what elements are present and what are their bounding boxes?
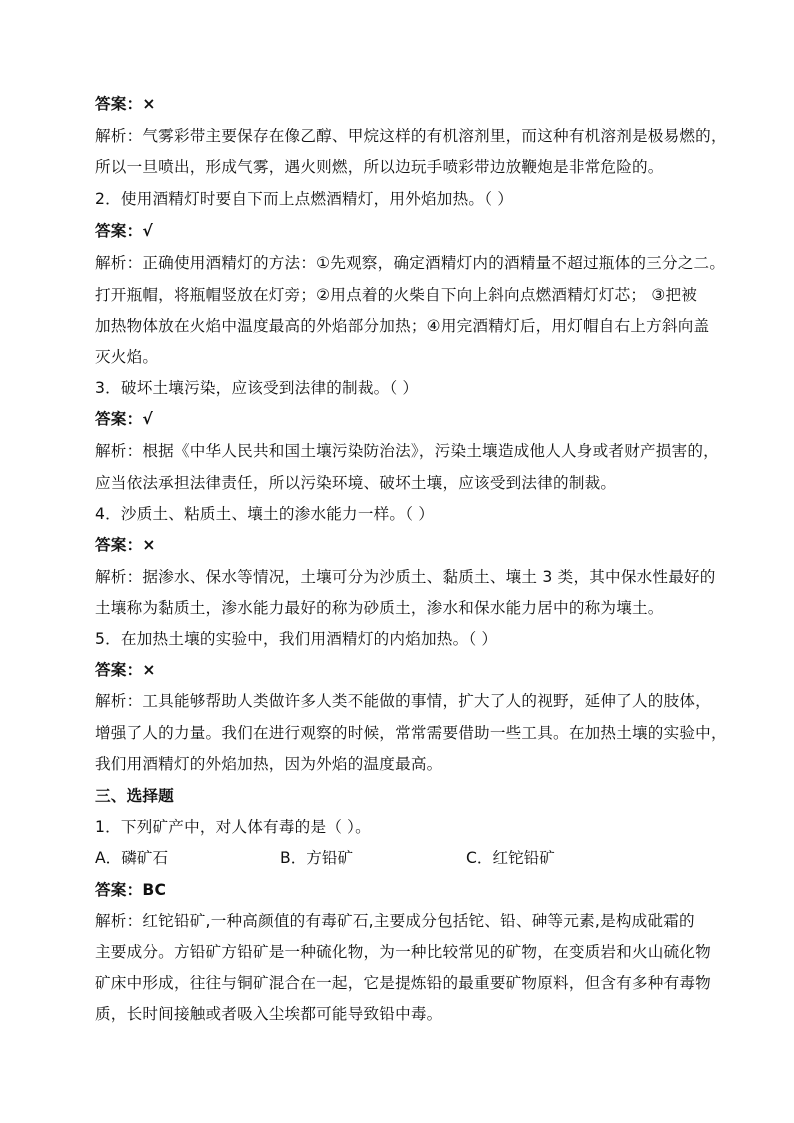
answer-label: 答案：× bbox=[95, 95, 156, 113]
explanation-line: 解析：根据《中华人民共和国土壤污染防治法》，污染土壤造成他人人身或者财产损害的， bbox=[95, 442, 719, 460]
explanation-line: 解析：据渗水、保水等情况，土壤可分为沙质土、黏质土、壤土 3 类，其中保水性最好的 bbox=[95, 568, 716, 586]
answer-label: 答案：× bbox=[95, 536, 156, 554]
explanation-line: 解析：正确使用酒精灯的方法：①先观察，确定酒精灯内的酒精量不超过瓶体的三分之二。 bbox=[95, 254, 726, 272]
explanation-line: 所以一旦喷出，形成气雾，遇火则燃，所以边玩手喷彩带边放鞭炮是非常危险的。 bbox=[95, 158, 664, 176]
question-line: 5．在加热土壤的实验中，我们用酒精灯的内焰加热。（ ） bbox=[95, 630, 498, 648]
question-line: 4．沙质土、粘质土、壤土的渗水能力一样。（ ） bbox=[95, 505, 435, 523]
explanation-line: 解析：红铊铅矿,一种高颜值的有毒矿石,主要成分包括铊、铅、砷等元素,是构成砒霜的 bbox=[95, 912, 695, 930]
section-heading: 三、选择题 bbox=[95, 787, 174, 805]
choice-b: B．方铅矿 bbox=[280, 849, 354, 867]
explanation-line: 加热物体放在火焰中温度最高的外焰部分加热；④用完酒精灯后，用灯帽自右上方斜向盖 bbox=[95, 317, 710, 335]
explanation-line: 我们用酒精灯的外焰加热，因为外焰的温度最高。 bbox=[95, 755, 443, 773]
explanation-line: 土壤称为黏质土，渗水能力最好的称为砂质土，渗水和保水能力居中的称为壤土。 bbox=[95, 599, 664, 617]
explanation-line: 矿床中形成，往往与铜矿混合在一起，它是提炼铅的最重要矿物原料，但含有多种有毒物 bbox=[95, 974, 711, 992]
choice-c: C．红铊铅矿 bbox=[466, 849, 555, 867]
question-line: 2．使用酒精灯时要自下而上点燃酒精灯，用外焰加热。（ ） bbox=[95, 190, 514, 208]
question-line: 3．破坏土壤污染，应该受到法律的制裁。（ ） bbox=[95, 379, 419, 397]
explanation-line: 主要成分。方铅矿方铅矿是一种硫化物，为一种比较常见的矿物，在变质岩和火山硫化物 bbox=[95, 943, 711, 961]
explanation-line: 灭火焰。 bbox=[95, 348, 159, 366]
choice-a: A．磷矿石 bbox=[95, 849, 169, 867]
answer-label: 答案：× bbox=[95, 661, 156, 679]
explanation-line: 增强了人的力量。我们在进行观察的时候，常常需要借助一些工具。在加热土壤的实验中， bbox=[95, 724, 727, 742]
explanation-line: 应当依法承担法律责任，所以污染环境、破坏土壤，应该受到法律的制裁。 bbox=[95, 474, 617, 492]
answer-label: 答案：√ bbox=[95, 222, 153, 240]
answer-label: 答案：BC bbox=[95, 881, 167, 899]
explanation-line: 解析：气雾彩带主要保存在像乙醇、甲烷这样的有机溶剂里，而这种有机溶剂是极易燃的， bbox=[95, 127, 727, 145]
answer-label: 答案：√ bbox=[95, 410, 153, 428]
explanation-line: 解析：工具能够帮助人类做许多人类不能做的事情，扩大了人的视野，延伸了人的肢体， bbox=[95, 692, 711, 710]
question-line: 1．下列矿产中，对人体有毒的是（ ）。 bbox=[95, 818, 371, 836]
explanation-line: 质，长时间接触或者吸入尘埃都可能导致铅中毒。 bbox=[95, 1005, 443, 1023]
explanation-line: 打开瓶帽，将瓶帽竖放在灯旁；②用点着的火柴自下向上斜向点燃酒精灯灯芯； ③把被 bbox=[95, 286, 698, 304]
